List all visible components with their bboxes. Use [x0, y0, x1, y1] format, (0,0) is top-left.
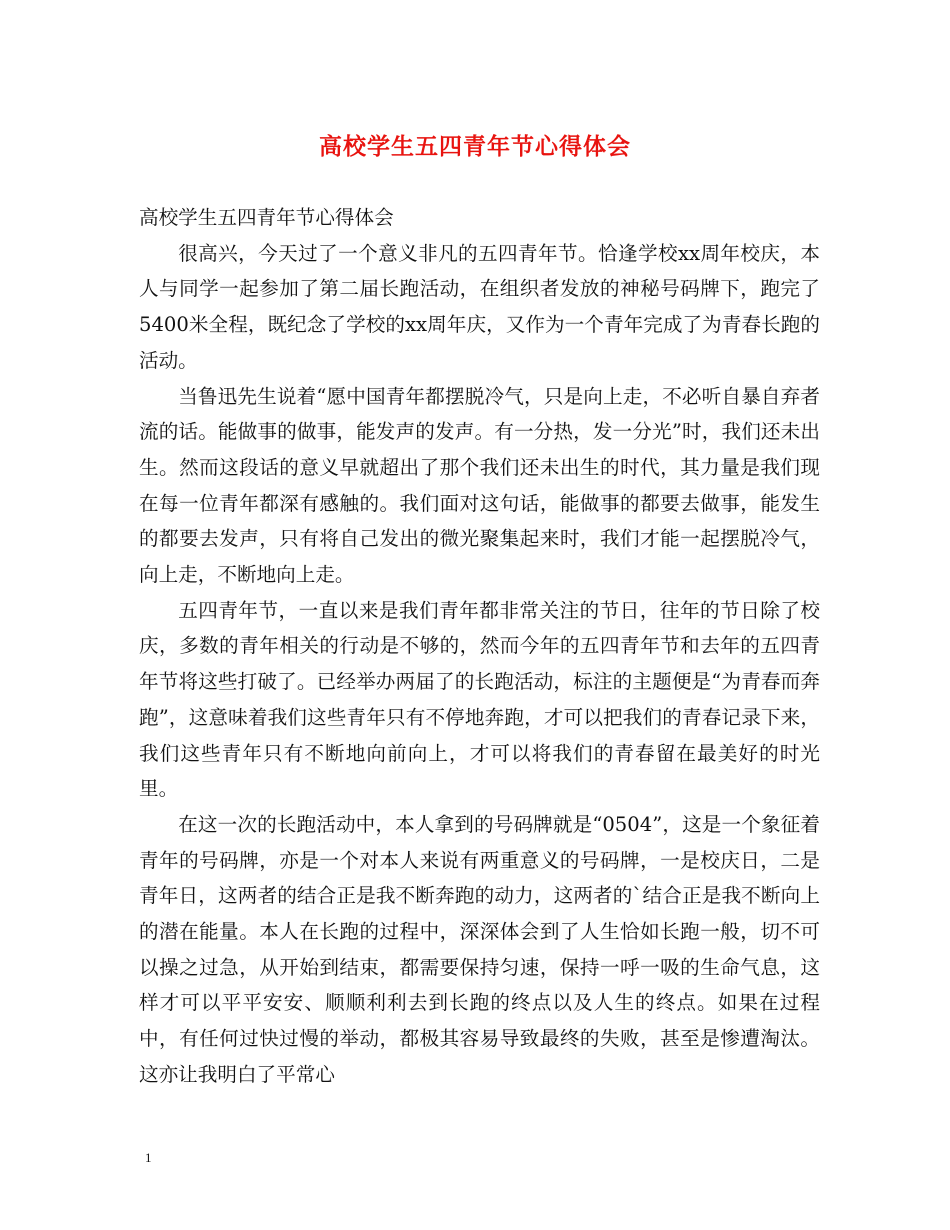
- document-subtitle: 高校学生五四青年节心得体会: [139, 206, 394, 229]
- paragraph-1: 很高兴，今天过了一个意义非凡的五四青年节。恰逢学校xx周年校庆，本人与同学一起参加了第二届长跑活动，在组织者发放的神秘号码牌下，跑完了5400米全程，既纪念了学校的xx周年庆，又作为一个青年完成了为青春长跑的活动。: [139, 241, 820, 372]
- page-title: 高校学生五四青年节心得体会: [319, 133, 631, 160]
- page-number: 1: [145, 1150, 152, 1165]
- paragraph-4: 在这一次的长跑活动中，本人拿到的号码牌就是“0504”，这是一个象征着青年的号码牌，亦是一个对本人来说有两重意义的号码牌，一是校庆日，二是青年日，这两者的结合正是我不断奔跑的动力，这两者的`结合正是我不断向上的潜在能量。本人在长跑的过程中，深深体会到了人生恰如长跑一般，切不可以操之过急，从开始到结束，都需要保持匀速，保持一呼一吸的生命气息，这样才可以平平安安、顺顺利利去到长跑的终点以及人生的终点。如果在过程中，有任何过快过慢的举动，都极其容易导致最终的失败，甚至是惨遭淘汰。这亦让我明白了平常心: [139, 812, 820, 1086]
- paragraph-3: 五四青年节，一直以来是我们青年都非常关注的节日，往年的节日除了校庆，多数的青年相关的行动是不够的，然而今年的五四青年节和去年的五四青年节将这些打破了。已经举办两届了的长跑活动，标注的主题便是“为青春而奔跑”，这意味着我们这些青年只有不停地奔跑，才可以把我们的青春记录下来，我们这些青年只有不断地向前向上，才可以将我们的青春留在最美好的时光里。: [139, 598, 820, 801]
- paragraph-2: 当鲁迅先生说着“愿中国青年都摆脱冷气，只是向上走，不必听自暴自弃者流的话。能做事的做事，能发声的发声。有一分热，发一分光”时，我们还未出生。然而这段话的意义早就超出了那个我们还未出生的时代，其力量是我们现在每一位青年都深有感触的。我们面对这句话，能做事的都要去做事，能发生的都要去发声，只有将自己发出的微光聚集起来时，我们才能一起摆脱冷气，向上走，不断地向上走。: [139, 384, 820, 587]
- document-body: [139, 200, 820, 1093]
